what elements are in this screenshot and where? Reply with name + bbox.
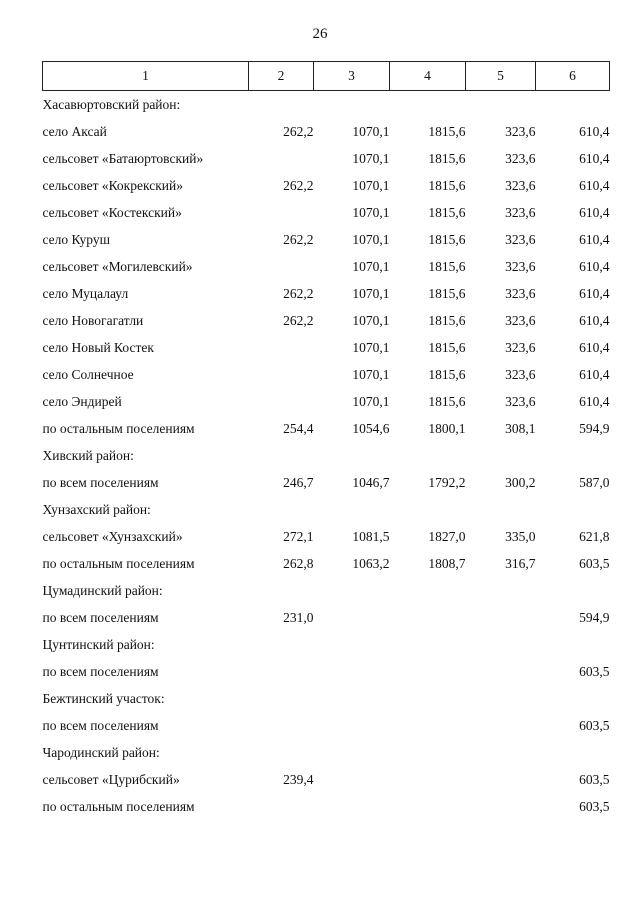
value-cell-c6: 610,4: [579, 366, 610, 382]
value-cell-c5: [466, 766, 536, 793]
value-cell-c2: [249, 388, 314, 415]
settlement-name: сельсовет «Батаюртовский»: [42, 150, 204, 166]
district-name: Цунтинский район:: [42, 636, 155, 652]
settlement-name: село Аксай: [42, 123, 107, 139]
value-cell-c4: 1815,6: [428, 339, 466, 355]
value-cell-c5: 323,6: [505, 258, 536, 274]
value-cell-c6: 610,4: [579, 312, 610, 328]
column-header-6: 6: [536, 62, 610, 91]
settlement-name: село Эндирей: [42, 393, 122, 409]
settlement-name: село Новый Костек: [42, 339, 154, 355]
value-cell-c4: 1815,6: [428, 231, 466, 247]
value-cell-c3: 1070,1: [352, 204, 390, 220]
value-cell-c5: 323,6: [505, 123, 536, 139]
value-cell-c6: 610,4: [579, 393, 610, 409]
settlement-name: село Куруш: [42, 231, 110, 247]
value-cell-c5: 323,6: [505, 366, 536, 382]
table-row: [43, 388, 610, 415]
page-number: 26: [312, 26, 328, 42]
value-cell-c3: 1070,1: [352, 231, 390, 247]
column-header-5: 5: [466, 62, 536, 91]
tariff-table: [42, 61, 610, 820]
value-cell-c2: 262,2: [283, 312, 314, 328]
value-cell-c4: 1815,6: [428, 393, 466, 409]
district-name: Цумадинский район:: [42, 582, 163, 598]
table-row: [43, 307, 610, 334]
column-header-3: 3: [314, 62, 390, 91]
table-header: [43, 62, 610, 91]
value-cell-c5: 323,6: [505, 231, 536, 247]
value-cell-c5: 316,7: [505, 555, 536, 571]
table-body: [43, 91, 610, 821]
value-cell-c4: 1815,6: [428, 285, 466, 301]
table-row: [43, 604, 610, 631]
value-cell-c2: 246,7: [283, 474, 314, 490]
value-cell-c5: 323,6: [505, 177, 536, 193]
settlement-name: по всем поселениям: [42, 717, 159, 733]
value-cell-c6: 603,5: [579, 771, 610, 787]
value-cell-c3: 1070,1: [352, 177, 390, 193]
value-cell-c4: 1815,6: [428, 177, 466, 193]
value-cell-c5: 335,0: [505, 528, 536, 544]
district-name: Хивский район:: [42, 447, 134, 463]
value-cell-c2: [249, 712, 314, 739]
value-cell-c5: 323,6: [505, 393, 536, 409]
value-cell-c3: 1070,1: [352, 285, 390, 301]
value-cell-c3: 1046,7: [352, 474, 390, 490]
value-cell-c3: [314, 658, 390, 685]
value-cell-c2: [249, 145, 314, 172]
table-row: [43, 172, 610, 199]
settlement-name: сельсовет «Кокрекский»: [42, 177, 183, 193]
table-row: [43, 550, 610, 577]
settlement-name: по остальным поселениям: [42, 420, 195, 436]
value-cell-c4: 1815,6: [428, 258, 466, 274]
value-cell-c3: [314, 766, 390, 793]
value-cell-c6: 610,4: [579, 231, 610, 247]
value-cell-c6: 610,4: [579, 177, 610, 193]
district-name: Хунзахский район:: [42, 501, 151, 517]
value-cell-c5: [466, 604, 536, 631]
value-cell-c5: 323,6: [505, 312, 536, 328]
table-row: [43, 145, 610, 172]
table-row: [43, 415, 610, 442]
district-name: Бежтинский участок:: [42, 690, 165, 706]
value-cell-c6: 603,5: [579, 717, 610, 733]
column-header-4: 4: [390, 62, 466, 91]
value-cell-c2: 262,2: [283, 177, 314, 193]
table-row: [43, 766, 610, 793]
value-cell-c2: 262,2: [283, 231, 314, 247]
value-cell-c4: 1808,7: [428, 555, 466, 571]
district-heading-row: [43, 631, 610, 658]
settlement-name: сельсовет «Могилевский»: [42, 258, 193, 274]
value-cell-c2: [249, 199, 314, 226]
value-cell-c3: [314, 793, 390, 820]
value-cell-c4: 1827,0: [428, 528, 466, 544]
value-cell-c6: 610,4: [579, 204, 610, 220]
value-cell-c2: [249, 334, 314, 361]
value-cell-c4: 1815,6: [428, 312, 466, 328]
table-row: [43, 658, 610, 685]
district-heading-row: [43, 91, 610, 119]
value-cell-c3: 1070,1: [352, 123, 390, 139]
value-cell-c5: [466, 712, 536, 739]
settlement-name: сельсовет «Костекский»: [42, 204, 182, 220]
settlement-name: сельсовет «Хунзахский»: [42, 528, 183, 544]
value-cell-c2: [249, 658, 314, 685]
settlement-name: по остальным поселениям: [42, 798, 195, 814]
district-heading-row: [43, 739, 610, 766]
value-cell-c5: 323,6: [505, 150, 536, 166]
value-cell-c6: 610,4: [579, 123, 610, 139]
value-cell-c4: 1815,6: [428, 366, 466, 382]
settlement-name: по всем поселениям: [42, 474, 159, 490]
table-row: [43, 199, 610, 226]
value-cell-c4: 1815,6: [428, 123, 466, 139]
table-row: [43, 334, 610, 361]
table-row: [43, 118, 610, 145]
value-cell-c3: [314, 604, 390, 631]
table-row: [43, 523, 610, 550]
value-cell-c2: 262,2: [283, 123, 314, 139]
value-cell-c3: 1070,1: [352, 339, 390, 355]
value-cell-c6: 610,4: [579, 258, 610, 274]
table-row: [43, 253, 610, 280]
value-cell-c5: [466, 793, 536, 820]
table-row: [43, 469, 610, 496]
column-header-1: 1: [43, 62, 249, 91]
table-row: [43, 226, 610, 253]
value-cell-c3: 1070,1: [352, 312, 390, 328]
value-cell-c6: 603,5: [579, 798, 610, 814]
settlement-name: по всем поселениям: [42, 663, 159, 679]
value-cell-c5: 323,6: [505, 339, 536, 355]
value-cell-c3: 1063,2: [352, 555, 390, 571]
value-cell-c6: 594,9: [579, 609, 610, 625]
value-cell-c2: 254,4: [283, 420, 314, 436]
value-cell-c3: 1070,1: [352, 366, 390, 382]
value-cell-c2: 231,0: [283, 609, 314, 625]
settlement-name: по всем поселениям: [42, 609, 159, 625]
table-row: [43, 712, 610, 739]
value-cell-c5: 308,1: [505, 420, 536, 436]
district-name: Хасавюртовский район:: [42, 96, 181, 112]
settlement-name: по остальным поселениям: [42, 555, 195, 571]
value-cell-c4: 1792,2: [428, 474, 466, 490]
value-cell-c6: 610,4: [579, 150, 610, 166]
table-row: [43, 280, 610, 307]
value-cell-c2: [249, 361, 314, 388]
value-cell-c6: 621,8: [579, 528, 610, 544]
settlement-name: сельсовет «Цурибский»: [42, 771, 180, 787]
value-cell-c4: 1815,6: [428, 204, 466, 220]
value-cell-c6: 603,5: [579, 555, 610, 571]
header-row: [43, 62, 610, 91]
value-cell-c4: [390, 793, 466, 820]
value-cell-c4: [390, 766, 466, 793]
value-cell-c5: 300,2: [505, 474, 536, 490]
value-cell-c2: 262,8: [283, 555, 314, 571]
settlement-name: село Новогагатли: [42, 312, 144, 328]
value-cell-c4: 1800,1: [428, 420, 466, 436]
value-cell-c6: 594,9: [579, 420, 610, 436]
value-cell-c6: 610,4: [579, 339, 610, 355]
value-cell-c3: 1070,1: [352, 258, 390, 274]
district-name: Чародинский район:: [42, 744, 160, 760]
value-cell-c3: 1081,5: [352, 528, 390, 544]
column-header-2: 2: [249, 62, 314, 91]
value-cell-c4: [390, 712, 466, 739]
value-cell-c3: 1054,6: [352, 420, 390, 436]
value-cell-c6: 603,5: [579, 663, 610, 679]
value-cell-c3: 1070,1: [352, 150, 390, 166]
district-heading-row: [43, 496, 610, 523]
value-cell-c5: 323,6: [505, 285, 536, 301]
value-cell-c4: [390, 604, 466, 631]
value-cell-c6: 610,4: [579, 285, 610, 301]
value-cell-c5: [466, 658, 536, 685]
value-cell-c2: [249, 793, 314, 820]
value-cell-c2: 262,2: [283, 285, 314, 301]
value-cell-c2: 272,1: [283, 528, 314, 544]
value-cell-c4: 1815,6: [428, 150, 466, 166]
value-cell-c5: 323,6: [505, 204, 536, 220]
value-cell-c4: [390, 658, 466, 685]
settlement-name: село Муцалаул: [42, 285, 129, 301]
value-cell-c3: [314, 712, 390, 739]
value-cell-c6: 587,0: [579, 474, 610, 490]
value-cell-c3: 1070,1: [352, 393, 390, 409]
district-heading-row: [43, 577, 610, 604]
table-row: [43, 361, 610, 388]
district-heading-row: [43, 685, 610, 712]
settlement-name: село Солнечное: [42, 366, 134, 382]
value-cell-c2: [249, 253, 314, 280]
district-heading-row: [43, 442, 610, 469]
value-cell-c2: 239,4: [283, 771, 314, 787]
table-row: [43, 793, 610, 820]
